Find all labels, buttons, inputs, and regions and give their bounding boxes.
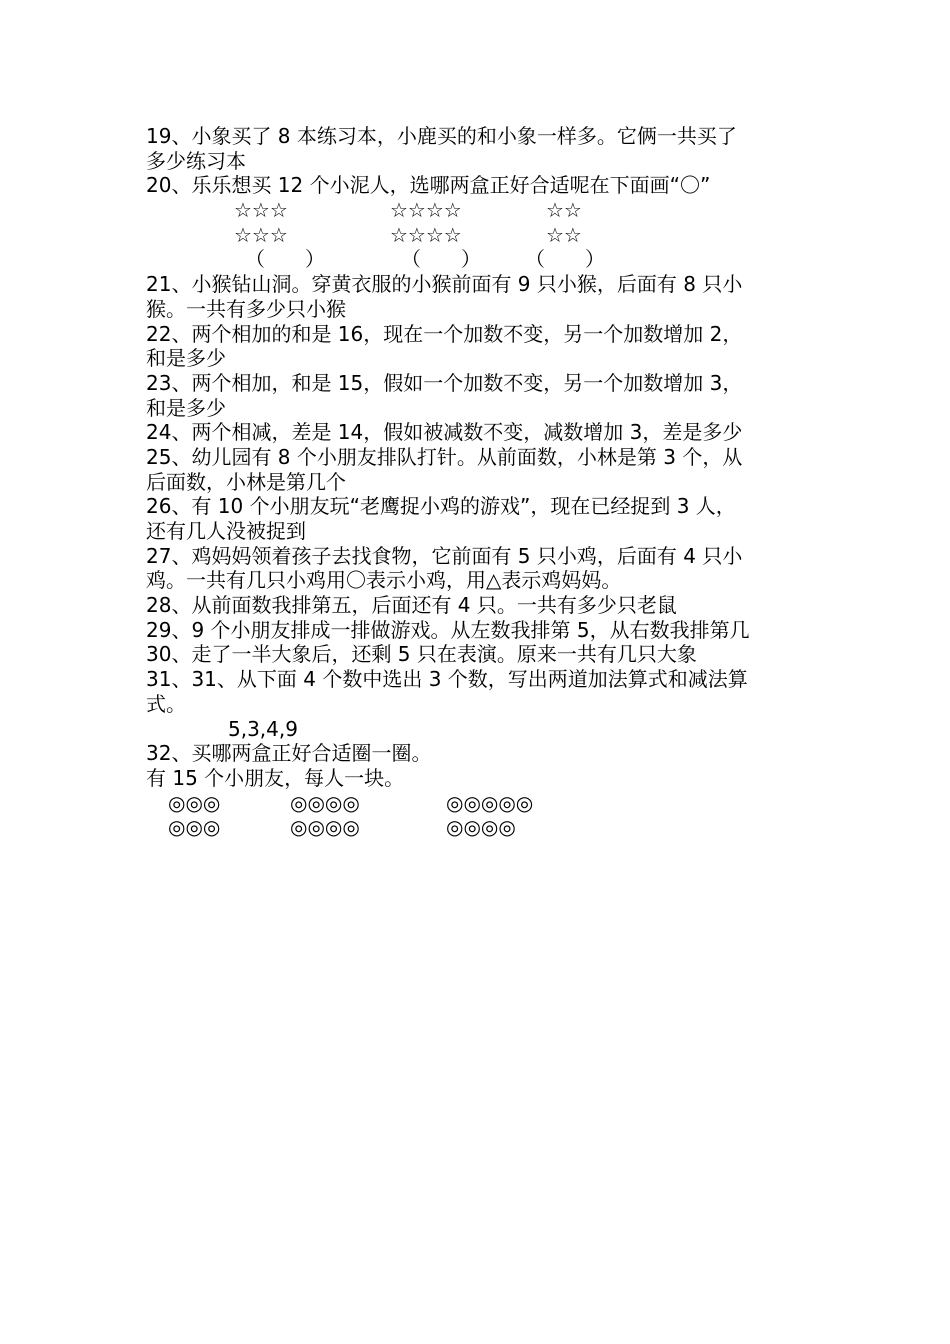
q22-line-2: 和是多少 [146,346,226,371]
circle-box-c[interactable]: ◎◎◎◎◎ [446,790,534,815]
answer-slot-c[interactable]: （ ） [525,247,605,272]
circle-box-b[interactable]: ◎◎◎◎ [290,790,360,815]
q26-line-2: 还有几人没被捉到 [146,519,306,543]
star-box-a: ☆☆☆ [234,222,288,247]
star-box-b: ☆☆☆☆ [390,222,462,247]
q31-numbers: 5,3,4,9 [228,716,298,741]
q26-line-1: 26、有 10 个小朋友玩“老鹰捉小鸡的游戏”，现在已经捉到 3 人， [146,494,736,519]
circle-box-a[interactable]: ◎◎◎ [168,790,221,815]
q22-line-1: 22、两个相加的和是 16，现在一个加数不变，另一个加数增加 2， [146,321,743,346]
q32-line-2: 有 15 个小朋友，每人一块。 [146,765,405,790]
q31-line-1: 31、31、从下面 4 个数中选出 3 个数，写出两道加法算式和减法算 [146,667,748,692]
q19-line-1: 19、小象买了 8 本练习本，小鹿买的和小象一样多。它俩一共买了 [146,124,737,148]
q32-circles-row-1 [146,791,810,816]
q23-line-2: 和是多少 [146,395,226,420]
q20-answer-row [146,247,810,272]
q25-line-1: 25、幼儿园有 8 个小朋友排队打针。从前面数，小林是第 3 个，从 [146,444,743,469]
circle-box-b[interactable]: ◎◎◎◎ [290,815,360,840]
q24-line: 24、两个相减，差是 14，假如被减数不变，减数增加 3，差是多少 [146,420,743,445]
q23-line-1: 23、两个相加，和是 15，假如一个加数不变，另一个加数增加 3， [146,370,743,395]
q27-line-2: 鸡。一共有几只小鸡用〇表示小鸡，用△表示鸡妈妈。 [146,568,622,593]
circle-box-a[interactable]: ◎◎◎ [168,815,221,840]
circle-box-c[interactable]: ◎◎◎◎ [446,815,516,840]
answer-slot-a[interactable]: （ ） [245,247,325,272]
q31-line-2: 式。 [146,691,186,716]
q20-stars-row-2 [146,223,810,248]
question-list [146,124,810,840]
q28-line: 28、从前面数我排第五，后面还有 4 只。一共有多少只老鼠 [146,593,677,618]
q21-line-1: 21、小猴钻山洞。穿黄衣服的小猴前面有 9 只小猴，后面有 8 只小 [146,272,743,297]
q32-circles-row-2 [146,815,810,840]
q19-line-2: 多少练习本 [146,148,246,173]
star-box-b: ☆☆☆☆ [390,198,462,223]
q21-line-2: 猴。一共有多少只小猴 [146,296,346,321]
q32-line-1: 32、买哪两盒正好合适圈一圈。 [146,741,432,766]
q27-line-1: 27、鸡妈妈领着孩子去找食物，它前面有 5 只小鸡，后面有 4 只小 [146,543,743,568]
star-box-c: ☆☆ [546,198,582,223]
answer-slot-b[interactable]: （ ） [401,247,481,272]
star-box-a: ☆☆☆ [234,198,288,223]
q20-line: 20、乐乐想买 12 个小泥人，选哪两盒正好合适呢在下面画“〇” [146,173,711,198]
q30-line: 30、走了一半大象后，还剩 5 只在表演。原来一共有几只大象 [146,642,697,667]
q20-stars-row-1 [146,198,810,223]
q29-line: 29、9 个小朋友排成一排做游戏。从左数我排第 5，从右数我排第几 [146,617,750,642]
q25-line-2: 后面数，小林是第几个 [146,469,346,494]
star-box-c: ☆☆ [546,222,582,247]
